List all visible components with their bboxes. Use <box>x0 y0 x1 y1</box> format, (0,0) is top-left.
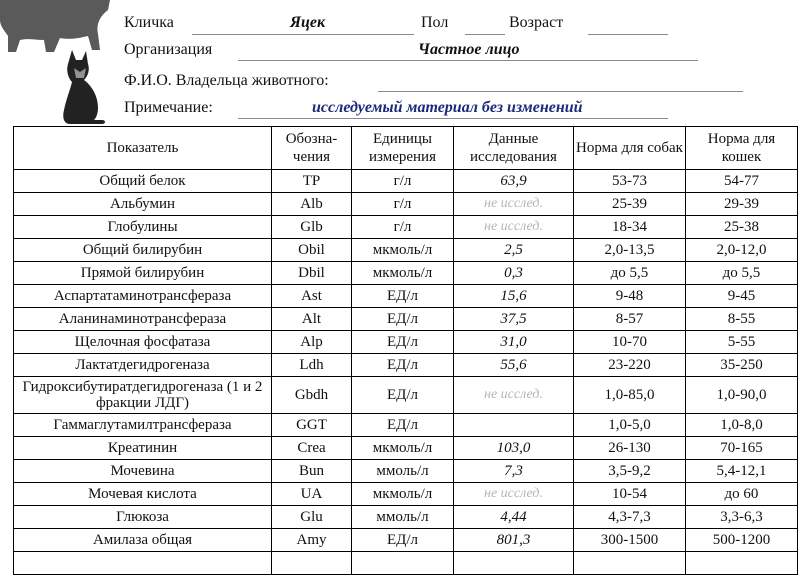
indicator-cell: Гидроксибутиратдегидрогеназа (1 и 2 фракции ЛДГ) <box>14 377 272 414</box>
table-row <box>14 262 798 285</box>
cat-norm-cell: 29-39 <box>686 193 798 216</box>
code-cell: Bun <box>272 460 352 483</box>
cat-norm-cell: до 5,5 <box>686 262 798 285</box>
cat-norm-cell: 54-77 <box>686 170 798 193</box>
unit-cell: г/л <box>352 216 454 239</box>
indicator-cell: Глобулины <box>14 216 272 239</box>
table-row <box>14 377 798 414</box>
unit-cell: мкмоль/л <box>352 437 454 460</box>
table-row <box>14 460 798 483</box>
unit-cell: ЕД/л <box>352 308 454 331</box>
value-cell: не исслед. <box>454 483 574 506</box>
value-cell: 37,5 <box>454 308 574 331</box>
unit-cell: ЕД/л <box>352 529 454 552</box>
indicator-cell: Общий билирубин <box>14 239 272 262</box>
indicator-cell: Амилаза общая <box>14 529 272 552</box>
unit-cell: ЕД/л <box>352 354 454 377</box>
value-cell: 0,3 <box>454 262 574 285</box>
value-cell: 15,6 <box>454 285 574 308</box>
code-cell: Dbil <box>272 262 352 285</box>
indicator-cell: Прямой билирубин <box>14 262 272 285</box>
table-row <box>14 414 798 437</box>
indicator-cell: Аланинаминотрансфераза <box>14 308 272 331</box>
unit-cell: г/л <box>352 193 454 216</box>
dog-norm-cell: 10-54 <box>574 483 686 506</box>
note-underline <box>238 118 668 119</box>
results-table <box>13 126 798 575</box>
cat-norm-cell: 5,4-12,1 <box>686 460 798 483</box>
value-cell: 63,9 <box>454 170 574 193</box>
code-cell: Glu <box>272 506 352 529</box>
nickname-label: Кличка <box>124 14 174 31</box>
code-cell: Glb <box>272 216 352 239</box>
code-cell <box>272 552 352 575</box>
unit-cell: ЕД/л <box>352 331 454 354</box>
col-header-code: Обозна-чения <box>272 127 352 170</box>
organization-value: Частное лицо <box>418 41 520 58</box>
table-row <box>14 354 798 377</box>
indicator-cell: Глюкоза <box>14 506 272 529</box>
dog-norm-cell: 1,0-85,0 <box>574 377 686 414</box>
dog-norm-cell: 4,3-7,3 <box>574 506 686 529</box>
table-row <box>14 239 798 262</box>
indicator-cell: Альбумин <box>14 193 272 216</box>
unit-cell: ммоль/л <box>352 460 454 483</box>
value-cell <box>454 414 574 437</box>
indicator-cell: Креатинин <box>14 437 272 460</box>
code-cell: TP <box>272 170 352 193</box>
unit-cell: г/л <box>352 170 454 193</box>
cat-silhouette-icon <box>58 48 108 124</box>
code-cell: Ldh <box>272 354 352 377</box>
value-cell: не исслед. <box>454 193 574 216</box>
cat-norm-cell: 5-55 <box>686 331 798 354</box>
sex-label: Пол <box>421 14 449 31</box>
owner-underline <box>378 91 743 92</box>
owner-label: Ф.И.О. Владельца животного: <box>124 72 329 89</box>
age-label: Возраст <box>509 14 564 31</box>
code-cell: Gbdh <box>272 377 352 414</box>
dog-norm-cell: 18-34 <box>574 216 686 239</box>
unit-cell <box>352 552 454 575</box>
code-cell: Crea <box>272 437 352 460</box>
cat-norm-cell: 3,3-6,3 <box>686 506 798 529</box>
cat-norm-cell: 500-1200 <box>686 529 798 552</box>
indicator-cell <box>14 552 272 575</box>
cat-norm-cell: до 60 <box>686 483 798 506</box>
table-row <box>14 170 798 193</box>
value-cell: 7,3 <box>454 460 574 483</box>
col-header-indicator: Показатель <box>14 127 272 170</box>
cat-norm-cell: 9-45 <box>686 285 798 308</box>
code-cell: GGT <box>272 414 352 437</box>
cat-norm-cell: 25-38 <box>686 216 798 239</box>
dog-norm-cell: 8-57 <box>574 308 686 331</box>
indicator-cell: Щелочная фосфатаза <box>14 331 272 354</box>
value-cell: 2,5 <box>454 239 574 262</box>
dog-norm-cell: 9-48 <box>574 285 686 308</box>
indicator-cell: Мочевина <box>14 460 272 483</box>
dog-norm-cell: 2,0-13,5 <box>574 239 686 262</box>
value-cell: не исслед. <box>454 377 574 414</box>
unit-cell: мкмоль/л <box>352 262 454 285</box>
col-header-unit: Единицы измерения <box>352 127 454 170</box>
dog-norm-cell: 53-73 <box>574 170 686 193</box>
table-row <box>14 331 798 354</box>
cat-norm-cell: 70-165 <box>686 437 798 460</box>
value-cell: 55,6 <box>454 354 574 377</box>
cat-norm-cell: 2,0-12,0 <box>686 239 798 262</box>
value-cell: 4,44 <box>454 506 574 529</box>
table-header-row <box>14 127 798 170</box>
dog-norm-cell: 25-39 <box>574 193 686 216</box>
code-cell: Amy <box>272 529 352 552</box>
table-row <box>14 529 798 552</box>
nickname-underline <box>192 34 414 35</box>
col-header-value: Данные исследования <box>454 127 574 170</box>
cat-norm-cell <box>686 552 798 575</box>
indicator-cell: Общий белок <box>14 170 272 193</box>
code-cell: Ast <box>272 285 352 308</box>
unit-cell: ЕД/л <box>352 377 454 414</box>
cat-norm-cell: 8-55 <box>686 308 798 331</box>
table-row <box>14 285 798 308</box>
table-row <box>14 216 798 239</box>
table-row <box>14 552 798 575</box>
unit-cell: ммоль/л <box>352 506 454 529</box>
indicator-cell: Аспартатаминотрансфераза <box>14 285 272 308</box>
dog-norm-cell: 10-70 <box>574 331 686 354</box>
col-header-cat-norm: Норма для кошек <box>686 127 798 170</box>
indicator-cell: Гаммаглутамилтрансфераза <box>14 414 272 437</box>
note-value: исследуемый материал без изменений <box>312 99 583 116</box>
nickname-value: Яцек <box>290 14 326 31</box>
code-cell: Alt <box>272 308 352 331</box>
table-row <box>14 308 798 331</box>
sex-underline <box>465 34 505 35</box>
value-cell: 31,0 <box>454 331 574 354</box>
organization-underline <box>238 60 698 61</box>
dog-norm-cell: 1,0-5,0 <box>574 414 686 437</box>
dog-norm-cell: 300-1500 <box>574 529 686 552</box>
code-cell: Alb <box>272 193 352 216</box>
cat-norm-cell: 1,0-8,0 <box>686 414 798 437</box>
code-cell: UA <box>272 483 352 506</box>
indicator-cell: Мочевая кислота <box>14 483 272 506</box>
value-cell: не исслед. <box>454 216 574 239</box>
unit-cell: ЕД/л <box>352 414 454 437</box>
cat-norm-cell: 35-250 <box>686 354 798 377</box>
dog-norm-cell: до 5,5 <box>574 262 686 285</box>
unit-cell: мкмоль/л <box>352 239 454 262</box>
cat-norm-cell: 1,0-90,0 <box>686 377 798 414</box>
dog-norm-cell: 23-220 <box>574 354 686 377</box>
age-underline <box>588 34 668 35</box>
note-label: Примечание: <box>124 99 213 116</box>
organization-label: Организация <box>124 41 213 58</box>
table-row <box>14 193 798 216</box>
dog-norm-cell: 26-130 <box>574 437 686 460</box>
value-cell: 801,3 <box>454 529 574 552</box>
value-cell <box>454 552 574 575</box>
table-row <box>14 483 798 506</box>
unit-cell: мкмоль/л <box>352 483 454 506</box>
dog-norm-cell: 3,5-9,2 <box>574 460 686 483</box>
value-cell: 103,0 <box>454 437 574 460</box>
indicator-cell: Лактатдегидрогеназа <box>14 354 272 377</box>
dog-norm-cell <box>574 552 686 575</box>
code-cell: Alp <box>272 331 352 354</box>
col-header-dog-norm: Норма для собак <box>574 127 686 170</box>
table-row <box>14 506 798 529</box>
unit-cell: ЕД/л <box>352 285 454 308</box>
table-row <box>14 437 798 460</box>
code-cell: Obil <box>272 239 352 262</box>
